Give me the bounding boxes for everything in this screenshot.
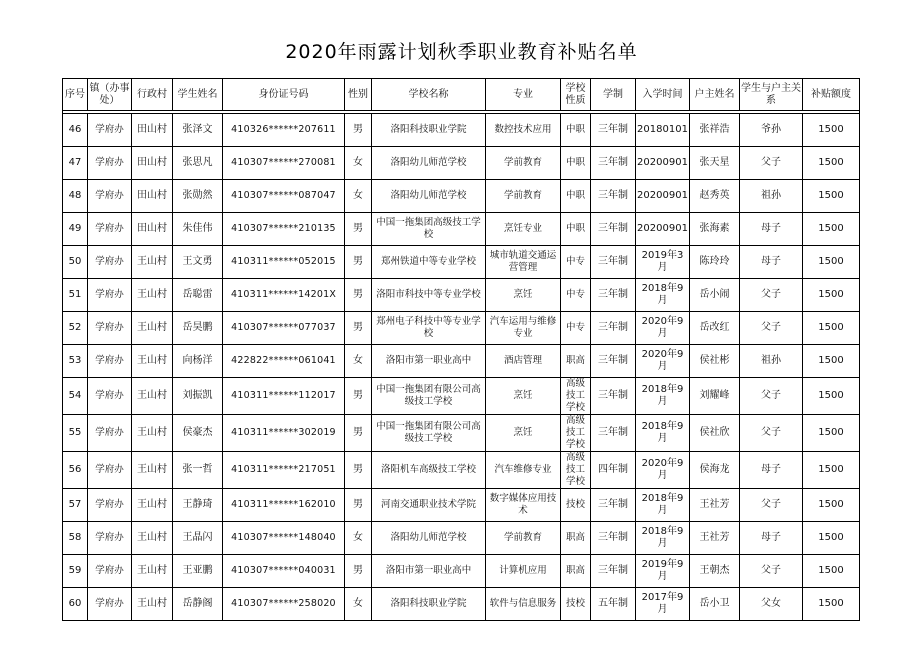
table-cell: 1500 [803, 180, 860, 213]
table-cell: 53 [63, 345, 88, 378]
table-cell: 职高 [561, 555, 591, 588]
table-cell: 女 [345, 180, 372, 213]
table-cell: 男 [345, 114, 372, 147]
table-cell: 三年制 [591, 246, 636, 279]
table-cell: 王静琦 [173, 489, 223, 522]
table-cell: 2020年9月 [636, 312, 690, 345]
table-cell: 2020年9月 [636, 345, 690, 378]
table-cell: 48 [63, 180, 88, 213]
table-cell: 岳昊鹏 [173, 312, 223, 345]
table-cell: 410307******258020 [223, 588, 345, 621]
table-cell: 58 [63, 522, 88, 555]
header-cell: 镇（办事处） [88, 79, 132, 111]
table-cell: 岳小卫 [690, 588, 740, 621]
table-cell: 女 [345, 345, 372, 378]
table-cell: 陈玲玲 [690, 246, 740, 279]
table-row [63, 555, 860, 588]
table-cell: 赵秀英 [690, 180, 740, 213]
table-cell: 2017年9月 [636, 588, 690, 621]
table-cell: 410326******207611 [223, 114, 345, 147]
table-cell: 四年制 [591, 452, 636, 489]
table-cell: 父女 [740, 588, 803, 621]
table-cell: 王社芳 [690, 522, 740, 555]
table-row [63, 246, 860, 279]
table-cell: 20200901 [636, 213, 690, 246]
table-cell: 技校 [561, 588, 591, 621]
table-cell: 2019年3月 [636, 246, 690, 279]
table-cell: 1500 [803, 522, 860, 555]
table-cell: 2018年9月 [636, 415, 690, 452]
table-cell: 55 [63, 415, 88, 452]
table-cell: 中国一拖集团有限公司高级技工学校 [372, 415, 486, 452]
table-cell: 410311******217051 [223, 452, 345, 489]
table-cell: 田山村 [132, 114, 173, 147]
table-cell: 数控技术应用 [486, 114, 561, 147]
table-cell: 410307******040031 [223, 555, 345, 588]
table-cell: 1500 [803, 588, 860, 621]
table-cell: 中专 [561, 312, 591, 345]
table-cell: 男 [345, 378, 372, 415]
table-cell: 410307******148040 [223, 522, 345, 555]
table-cell: 50 [63, 246, 88, 279]
table-cell: 中职 [561, 180, 591, 213]
table-cell: 中国一拖集团有限公司高级技工学校 [372, 378, 486, 415]
table-cell: 高级技工学校 [561, 452, 591, 489]
table-cell: 王山村 [132, 312, 173, 345]
table-cell: 爷孙 [740, 114, 803, 147]
table-row [63, 489, 860, 522]
table-cell: 学府办 [88, 555, 132, 588]
table-row [63, 522, 860, 555]
table-cell: 中国一拖集团高级技工学校 [372, 213, 486, 246]
table-cell: 中专 [561, 279, 591, 312]
table-cell: 1500 [803, 279, 860, 312]
table-cell: 学府办 [88, 489, 132, 522]
table-cell: 张天星 [690, 147, 740, 180]
table-cell: 学府办 [88, 246, 132, 279]
table-cell: 王亚鹏 [173, 555, 223, 588]
table-cell: 高级技工学校 [561, 415, 591, 452]
table-cell: 王山村 [132, 246, 173, 279]
table-cell: 学府办 [88, 378, 132, 415]
table-cell: 1500 [803, 415, 860, 452]
table-cell: 父子 [740, 378, 803, 415]
table-cell: 五年制 [591, 588, 636, 621]
table-cell: 母子 [740, 452, 803, 489]
table-cell: 51 [63, 279, 88, 312]
table-cell: 女 [345, 522, 372, 555]
table-cell: 洛阳市第一职业高中 [372, 345, 486, 378]
table-cell: 洛阳幼儿师范学校 [372, 147, 486, 180]
table-cell: 1500 [803, 345, 860, 378]
table-cell: 数字媒体应用技术 [486, 489, 561, 522]
table-cell: 侯海龙 [690, 452, 740, 489]
table-row [63, 213, 860, 246]
header-cell: 性别 [345, 79, 372, 111]
table-cell: 岳聪雷 [173, 279, 223, 312]
table-cell: 2018年9月 [636, 378, 690, 415]
table-cell: 母子 [740, 213, 803, 246]
header-row [63, 79, 860, 111]
table-cell: 侯社欣 [690, 415, 740, 452]
table-cell: 祖孙 [740, 180, 803, 213]
table-cell: 57 [63, 489, 88, 522]
table-cell: 烹饪 [486, 279, 561, 312]
table-cell: 高级技工学校 [561, 378, 591, 415]
table-cell: 技校 [561, 489, 591, 522]
table-cell: 三年制 [591, 345, 636, 378]
header-cell: 行政村 [132, 79, 173, 111]
table-cell: 学府办 [88, 452, 132, 489]
table-cell: 王山村 [132, 588, 173, 621]
table-cell: 20180101 [636, 114, 690, 147]
table-cell: 男 [345, 213, 372, 246]
table-cell: 中职 [561, 213, 591, 246]
header-cell: 学制 [591, 79, 636, 111]
table-cell: 王山村 [132, 522, 173, 555]
table-cell: 王晶闪 [173, 522, 223, 555]
table-row [63, 378, 860, 415]
table-cell: 软件与信息服务 [486, 588, 561, 621]
table-cell: 王山村 [132, 378, 173, 415]
table-cell: 三年制 [591, 312, 636, 345]
table-cell: 汽车维修专业 [486, 452, 561, 489]
table-cell: 1500 [803, 213, 860, 246]
table-row [63, 279, 860, 312]
table-cell: 田山村 [132, 147, 173, 180]
table-cell: 张思凡 [173, 147, 223, 180]
table-cell: 1500 [803, 246, 860, 279]
table-cell: 学府办 [88, 114, 132, 147]
table-cell: 王文勇 [173, 246, 223, 279]
table-cell: 洛阳市科技中等专业学校 [372, 279, 486, 312]
table-row [63, 312, 860, 345]
header-cell: 学校名称 [372, 79, 486, 111]
table-row [63, 114, 860, 147]
table-cell: 张一哲 [173, 452, 223, 489]
table-cell: 2018年9月 [636, 489, 690, 522]
table-cell: 学府办 [88, 213, 132, 246]
table-cell: 母子 [740, 522, 803, 555]
table-cell: 三年制 [591, 114, 636, 147]
table-cell: 父子 [740, 279, 803, 312]
table-cell: 朱佳伟 [173, 213, 223, 246]
table-cell: 计算机应用 [486, 555, 561, 588]
table-cell: 王山村 [132, 415, 173, 452]
table-cell: 男 [345, 489, 372, 522]
table-cell: 422822******061041 [223, 345, 345, 378]
table-cell: 女 [345, 147, 372, 180]
table-cell: 张泽文 [173, 114, 223, 147]
subsidy-table [62, 78, 860, 621]
table-cell: 学府办 [88, 522, 132, 555]
table-cell: 职高 [561, 522, 591, 555]
table-cell: 中专 [561, 246, 591, 279]
table-row [63, 415, 860, 452]
table-cell: 田山村 [132, 180, 173, 213]
table-cell: 三年制 [591, 147, 636, 180]
table-cell: 刘耀峰 [690, 378, 740, 415]
table-cell: 父子 [740, 415, 803, 452]
table-cell: 410311******112017 [223, 378, 345, 415]
table-cell: 王山村 [132, 452, 173, 489]
table-cell: 三年制 [591, 522, 636, 555]
table-cell: 王山村 [132, 489, 173, 522]
table-cell: 汽车运用与维修专业 [486, 312, 561, 345]
table-cell: 张勋然 [173, 180, 223, 213]
table-cell: 郑州铁道中等专业学校 [372, 246, 486, 279]
table-cell: 20200901 [636, 147, 690, 180]
table-cell: 王山村 [132, 555, 173, 588]
table-cell: 1500 [803, 489, 860, 522]
table-cell: 56 [63, 452, 88, 489]
table-cell: 410307******270081 [223, 147, 345, 180]
header-cell: 补贴额度 [803, 79, 860, 111]
table-cell: 祖孙 [740, 345, 803, 378]
table-cell: 洛阳机车高级技工学校 [372, 452, 486, 489]
table-cell: 三年制 [591, 279, 636, 312]
table-cell: 烹饪 [486, 378, 561, 415]
table-cell: 王山村 [132, 345, 173, 378]
table-cell: 郑州电子科技中等专业学校 [372, 312, 486, 345]
table-cell: 职高 [561, 345, 591, 378]
table-cell: 城市轨道交通运营管理 [486, 246, 561, 279]
table-cell: 岳静阁 [173, 588, 223, 621]
table-cell: 1500 [803, 555, 860, 588]
table-row [63, 452, 860, 489]
table-cell: 49 [63, 213, 88, 246]
table-cell: 学府办 [88, 180, 132, 213]
table-cell: 河南交通职业技术学院 [372, 489, 486, 522]
table-cell: 侯豪杰 [173, 415, 223, 452]
document-title: 2020年雨露计划秋季职业教育补贴名单 [285, 41, 638, 63]
table-cell: 60 [63, 588, 88, 621]
table-cell: 2020年9月 [636, 452, 690, 489]
table-cell: 酒店管理 [486, 345, 561, 378]
table-cell: 洛阳幼儿师范学校 [372, 522, 486, 555]
table-cell: 男 [345, 415, 372, 452]
header-cell: 学生姓名 [173, 79, 223, 111]
table-cell: 学前教育 [486, 522, 561, 555]
table-cell: 52 [63, 312, 88, 345]
table-cell: 学府办 [88, 279, 132, 312]
table-cell: 王山村 [132, 279, 173, 312]
table-cell: 1500 [803, 312, 860, 345]
table-cell: 学府办 [88, 147, 132, 180]
header-cell: 序号 [63, 79, 88, 111]
table-cell: 烹饪专业 [486, 213, 561, 246]
table-cell: 410311******162010 [223, 489, 345, 522]
table-cell: 刘振凯 [173, 378, 223, 415]
table-cell: 张祥浩 [690, 114, 740, 147]
table-cell: 男 [345, 452, 372, 489]
table-cell: 三年制 [591, 489, 636, 522]
table-cell: 54 [63, 378, 88, 415]
table-cell: 王朝杰 [690, 555, 740, 588]
table-cell: 学府办 [88, 588, 132, 621]
table-row [63, 147, 860, 180]
table-cell: 三年制 [591, 378, 636, 415]
table-cell: 张海素 [690, 213, 740, 246]
table-cell: 男 [345, 246, 372, 279]
table-cell: 410307******210135 [223, 213, 345, 246]
table-cell: 三年制 [591, 555, 636, 588]
table-body [63, 111, 860, 621]
table-cell: 1500 [803, 452, 860, 489]
table-cell: 三年制 [591, 213, 636, 246]
table-cell: 侯社彬 [690, 345, 740, 378]
table-cell: 20200901 [636, 180, 690, 213]
header-cell: 学校性质 [561, 79, 591, 111]
table-cell: 父子 [740, 489, 803, 522]
table-cell: 岳小闹 [690, 279, 740, 312]
table-cell: 1500 [803, 114, 860, 147]
table-cell: 女 [345, 588, 372, 621]
table-cell: 47 [63, 147, 88, 180]
table-cell: 男 [345, 555, 372, 588]
table-cell: 中职 [561, 147, 591, 180]
table-cell: 2018年9月 [636, 522, 690, 555]
table-cell: 学府办 [88, 312, 132, 345]
table-cell: 学前教育 [486, 180, 561, 213]
table-cell: 洛阳科技职业学院 [372, 114, 486, 147]
header-cell: 户主姓名 [690, 79, 740, 111]
header-cell: 专业 [486, 79, 561, 111]
table-cell: 洛阳科技职业学院 [372, 588, 486, 621]
table-cell: 向杨洋 [173, 345, 223, 378]
table-cell: 三年制 [591, 180, 636, 213]
table-cell: 学府办 [88, 415, 132, 452]
table-row [63, 345, 860, 378]
table-cell: 1500 [803, 147, 860, 180]
table-cell: 学前教育 [486, 147, 561, 180]
table-cell: 1500 [803, 378, 860, 415]
table-cell: 母子 [740, 246, 803, 279]
header-cell: 身份证号码 [223, 79, 345, 111]
table-cell: 410307******087047 [223, 180, 345, 213]
table-cell: 男 [345, 279, 372, 312]
table-cell: 王社芳 [690, 489, 740, 522]
table-cell: 洛阳幼儿师范学校 [372, 180, 486, 213]
table-cell: 59 [63, 555, 88, 588]
table-cell: 烹饪 [486, 415, 561, 452]
table-cell: 父子 [740, 147, 803, 180]
table-row [63, 588, 860, 621]
table-cell: 三年制 [591, 415, 636, 452]
table-cell: 410307******077037 [223, 312, 345, 345]
table-cell: 父子 [740, 312, 803, 345]
table-cell: 岳改红 [690, 312, 740, 345]
table-cell: 46 [63, 114, 88, 147]
table-cell: 父子 [740, 555, 803, 588]
table-cell: 田山村 [132, 213, 173, 246]
table-cell: 2019年9月 [636, 555, 690, 588]
table-cell: 410311******052015 [223, 246, 345, 279]
table-cell: 中职 [561, 114, 591, 147]
table-cell: 洛阳市第一职业高中 [372, 555, 486, 588]
header-cell: 学生与户主关系 [740, 79, 803, 111]
table-cell: 410311******14201X [223, 279, 345, 312]
table-cell: 男 [345, 312, 372, 345]
table-row [63, 180, 860, 213]
table-cell: 学府办 [88, 345, 132, 378]
table-cell: 410311******302019 [223, 415, 345, 452]
header-cell: 入学时间 [636, 79, 690, 111]
table-cell: 2018年9月 [636, 279, 690, 312]
